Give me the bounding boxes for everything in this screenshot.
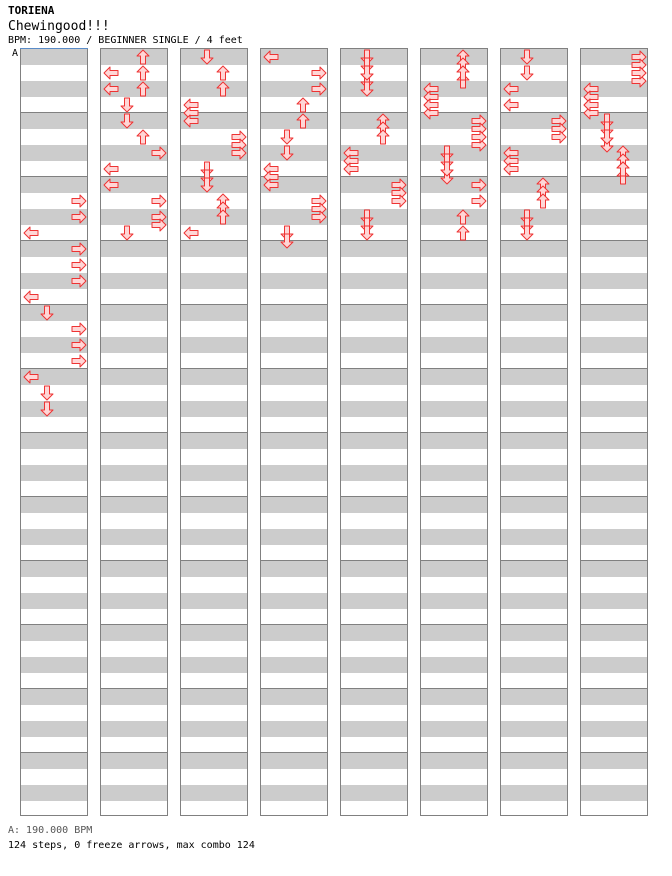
measure-line: [101, 560, 167, 561]
measure-line: [21, 112, 87, 113]
arrow-up-icon: [455, 209, 471, 225]
measure-line: [581, 496, 647, 497]
arrow-right-icon: [471, 193, 487, 209]
arrow-down-icon: [119, 113, 135, 129]
chart-stats: 124 steps, 0 freeze arrows, max combo 124: [8, 840, 255, 851]
arrow-right-icon: [311, 81, 327, 97]
arrow-right-icon: [151, 217, 167, 233]
measure-line: [101, 304, 167, 305]
arrow-up-icon: [535, 193, 551, 209]
song-title: Chewingood!!!: [8, 19, 110, 34]
arrow-up-icon: [135, 81, 151, 97]
arrow-down-icon: [279, 233, 295, 249]
measure-line: [21, 624, 87, 625]
measure-line: [341, 752, 407, 753]
arrow-up-icon: [135, 129, 151, 145]
arrow-down-icon: [599, 129, 615, 145]
arrow-right-icon: [71, 193, 87, 209]
arrow-down-icon: [39, 385, 55, 401]
measure-line: [341, 496, 407, 497]
arrow-down-icon: [39, 305, 55, 321]
arrow-down-icon: [199, 177, 215, 193]
measure-line: [101, 624, 167, 625]
measure-line: [501, 304, 567, 305]
arrow-down-icon: [519, 49, 535, 65]
arrow-right-icon: [311, 65, 327, 81]
measure-line: [581, 176, 647, 177]
measure-line: [581, 752, 647, 753]
arrow-up-icon: [295, 97, 311, 113]
arrow-left-icon: [423, 97, 439, 113]
measure-line: [181, 752, 247, 753]
arrow-up-icon: [615, 161, 631, 177]
measure-line: [421, 688, 487, 689]
measure-line: [341, 368, 407, 369]
bpm-change-marker-label: A: [12, 48, 19, 59]
chart-column-2: [100, 48, 168, 816]
measure-line: [341, 304, 407, 305]
arrow-right-icon: [471, 129, 487, 145]
arrow-down-icon: [359, 81, 375, 97]
arrow-left-icon: [183, 113, 199, 129]
arrow-left-icon: [103, 177, 119, 193]
measure-line: [421, 560, 487, 561]
measure-line: [181, 624, 247, 625]
measure-line: [501, 560, 567, 561]
arrow-right-icon: [151, 145, 167, 161]
arrow-right-icon: [231, 145, 247, 161]
arrow-left-icon: [183, 225, 199, 241]
arrow-left-icon: [23, 225, 39, 241]
arrow-down-icon: [279, 129, 295, 145]
arrow-left-icon: [263, 49, 279, 65]
arrow-right-icon: [71, 321, 87, 337]
arrow-up-icon: [375, 129, 391, 145]
measure-line: [421, 240, 487, 241]
arrow-right-icon: [71, 353, 87, 369]
chart-column-7: [500, 48, 568, 816]
measure-line: [581, 368, 647, 369]
measure-line: [261, 432, 327, 433]
arrow-left-icon: [503, 161, 519, 177]
measure-line: [421, 752, 487, 753]
measure-line: [21, 432, 87, 433]
arrow-left-icon: [503, 81, 519, 97]
arrow-down-icon: [359, 225, 375, 241]
measure-line: [581, 688, 647, 689]
arrow-left-icon: [23, 369, 39, 385]
arrow-left-icon: [103, 65, 119, 81]
measure-line: [181, 368, 247, 369]
measure-line: [261, 496, 327, 497]
measure-line: [421, 368, 487, 369]
arrow-right-icon: [71, 209, 87, 225]
measure-line: [181, 560, 247, 561]
arrow-right-icon: [71, 257, 87, 273]
measure-line: [21, 688, 87, 689]
chart-column-3: [180, 48, 248, 816]
arrow-down-icon: [359, 65, 375, 81]
arrow-down-icon: [519, 65, 535, 81]
measure-line: [181, 304, 247, 305]
measure-line: [501, 496, 567, 497]
bpm-legend: A: 190.000 BPM: [8, 825, 93, 836]
arrow-down-icon: [119, 225, 135, 241]
arrow-up-icon: [455, 65, 471, 81]
arrow-down-icon: [199, 49, 215, 65]
measure-line: [261, 752, 327, 753]
measure-line: [261, 368, 327, 369]
measure-line: [101, 432, 167, 433]
measure-line: [101, 688, 167, 689]
measure-line: [21, 752, 87, 753]
arrow-up-icon: [215, 81, 231, 97]
arrow-right-icon: [71, 241, 87, 257]
measure-line: [341, 560, 407, 561]
measure-line: [21, 176, 87, 177]
measure-line: [341, 624, 407, 625]
arrow-up-icon: [135, 49, 151, 65]
arrow-right-icon: [151, 193, 167, 209]
measure-line: [501, 688, 567, 689]
arrow-left-icon: [503, 97, 519, 113]
arrow-right-icon: [311, 209, 327, 225]
measure-line: [501, 432, 567, 433]
arrow-right-icon: [71, 273, 87, 289]
arrow-up-icon: [295, 113, 311, 129]
measure-line: [581, 240, 647, 241]
arrow-down-icon: [279, 145, 295, 161]
measure-line: [341, 432, 407, 433]
measure-line: [261, 688, 327, 689]
measure-line: [101, 752, 167, 753]
arrow-down-icon: [439, 161, 455, 177]
measure-line: [261, 560, 327, 561]
measure-line: [581, 624, 647, 625]
chart-column-1: [20, 48, 88, 816]
chart-column-4: [260, 48, 328, 816]
arrow-left-icon: [263, 177, 279, 193]
measure-line: [501, 368, 567, 369]
arrow-right-icon: [471, 177, 487, 193]
measure-line: [261, 624, 327, 625]
song-artist: TORIENA: [8, 4, 55, 17]
arrow-right-icon: [391, 193, 407, 209]
arrow-up-icon: [135, 65, 151, 81]
measure-line: [21, 560, 87, 561]
measure-line: [421, 624, 487, 625]
arrow-down-icon: [519, 225, 535, 241]
arrow-left-icon: [343, 161, 359, 177]
measure-line: [261, 112, 327, 113]
bpm-change-marker-line: [20, 48, 88, 49]
arrow-up-icon: [215, 65, 231, 81]
measure-line: [501, 752, 567, 753]
measure-line: [101, 368, 167, 369]
arrow-up-icon: [455, 225, 471, 241]
measure-line: [581, 304, 647, 305]
chart-column-6: [420, 48, 488, 816]
arrow-right-icon: [631, 65, 647, 81]
measure-line: [341, 688, 407, 689]
arrow-up-icon: [215, 209, 231, 225]
arrow-left-icon: [103, 81, 119, 97]
measure-line: [261, 304, 327, 305]
measure-line: [581, 432, 647, 433]
measure-line: [341, 112, 407, 113]
arrow-left-icon: [23, 289, 39, 305]
chart-column-5: [340, 48, 408, 816]
arrow-left-icon: [103, 161, 119, 177]
measure-line: [21, 496, 87, 497]
measure-line: [501, 624, 567, 625]
measure-line: [181, 432, 247, 433]
measure-line: [181, 496, 247, 497]
measure-line: [581, 560, 647, 561]
arrow-right-icon: [71, 337, 87, 353]
measure-line: [421, 304, 487, 305]
arrow-down-icon: [39, 401, 55, 417]
measure-line: [181, 688, 247, 689]
chart-column-8: [580, 48, 648, 816]
measure-line: [101, 496, 167, 497]
arrow-down-icon: [119, 97, 135, 113]
measure-line: [421, 496, 487, 497]
measure-line: [421, 432, 487, 433]
chart-info: BPM: 190.000 / BEGINNER SINGLE / 4 feet: [8, 35, 243, 46]
arrow-left-icon: [583, 97, 599, 113]
arrow-right-icon: [551, 129, 567, 145]
